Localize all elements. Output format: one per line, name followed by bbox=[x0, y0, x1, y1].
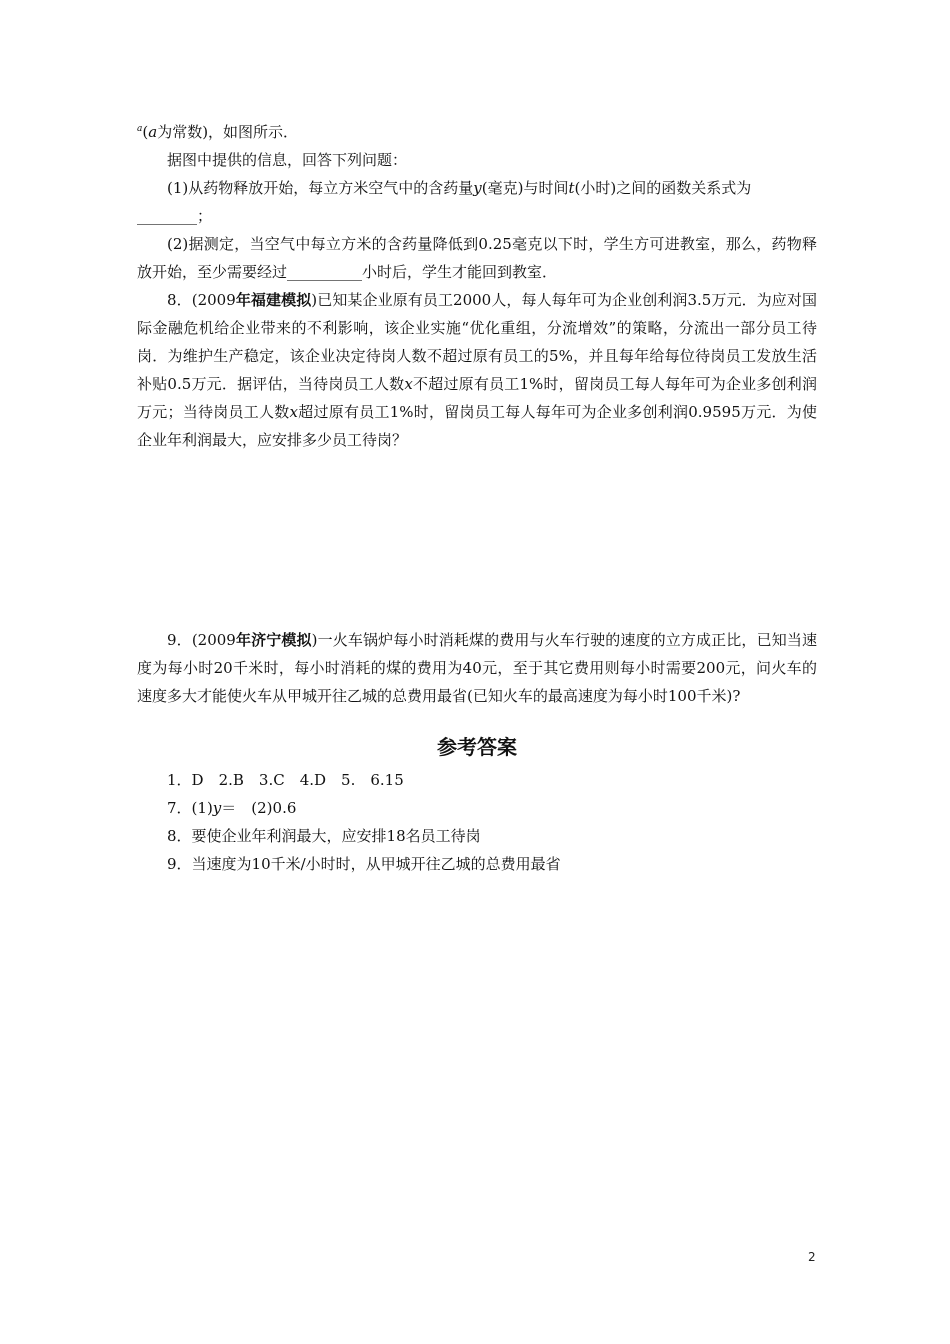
answer-line-2 bbox=[137, 794, 817, 822]
q9-text: )一火车锅炉每小时消耗煤的费用与火车行驶的速度的立方成正比，已知当速度为每小时20千米时，每小时消耗的煤的费用为40元，至于其它费用则每小时需要200元，问火车的速度多大才能使火车从甲城开往乙城的总费用最省(已知火车的最高速度为每小时100千米)? bbox=[137, 631, 817, 705]
page-number: 2 bbox=[808, 1250, 816, 1264]
answers-title: 参考答案 bbox=[437, 735, 517, 759]
answer-space bbox=[137, 454, 817, 626]
q8-text-a: )已知某企业原有员工2000人，每人每年可为企业创利润3.5万元．为应对国际金融危机给企业带来的不利影响，该企业实施“优化重组，分流增效”的策略，分流出一部分员工待岗．为维护生产稳定，该企业决定待岗人数不超过原有员工的5%，并且每年给每位待岗员工发放生活补贴0.5万元．据评估，当待岗员工人数 bbox=[137, 291, 817, 393]
q7-part1-b: (毫克)与时间 bbox=[481, 179, 569, 197]
question-9 bbox=[137, 626, 817, 710]
q7-cont-text: 为常数)，如图所示． bbox=[157, 123, 299, 141]
q7-part1-c: (小时)之间的函数关系式为 bbox=[574, 179, 752, 197]
q7-var-t: t bbox=[568, 179, 575, 197]
q7-part2: (2)据测定，当空气中每立方米的含药量降低到0.25毫克以下时，学生方可进教室，那么，药物释放开始，至少需要经过__________小时后，学生才能回到教室． bbox=[137, 235, 817, 281]
q8-number: 8．(2009 bbox=[167, 291, 236, 309]
answer-line-2-a: 7．(1) bbox=[167, 799, 213, 817]
q7-part1-a: (1)从药物释放开始，每立方米空气中的含药量 bbox=[167, 179, 474, 197]
q8-var-x1: x bbox=[404, 375, 413, 393]
q8-source: 年福建模拟 bbox=[235, 291, 312, 309]
q7-part1 bbox=[137, 174, 817, 230]
q7-superscript: a bbox=[137, 124, 143, 134]
q8-text-c: 超过原有员工1%时，留岗员工每人每年可为企业多创利润0.9595万元．为使企业年利润最大，应安排多少员工待岗？ bbox=[137, 403, 817, 449]
q8-text-b: 不超过原有员工1%时，留岗员工每人每年可为企业多创利润万元；当待岗员工人数 bbox=[137, 375, 817, 421]
page-content bbox=[137, 118, 817, 878]
answer-line-3: 8．要使企业年利润最大，应安排18名员工待岗 bbox=[167, 827, 481, 845]
answer-line-4: 9．当速度为10千米/小时时，从甲城开往乙城的总费用最省 bbox=[167, 855, 561, 873]
question-8 bbox=[137, 286, 817, 454]
q8-var-x2: x bbox=[289, 403, 298, 421]
answer-line-1: 1．D 2.B 3.C 4.D 5. 6.15 bbox=[167, 771, 404, 789]
q7-part1-blank: ________； bbox=[137, 207, 213, 225]
answer-line-2-b: ＝ (2)0.6 bbox=[221, 799, 297, 817]
q7-intro: 据图中提供的信息，回答下列问题： bbox=[167, 151, 408, 169]
q7-var-y: y bbox=[473, 179, 482, 197]
answer-var-y: y bbox=[212, 799, 222, 817]
q7-var-a: a bbox=[148, 123, 158, 141]
q9-source: 年济宁模拟 bbox=[235, 631, 312, 649]
q9-number: 9．(2009 bbox=[167, 631, 236, 649]
q7-continuation: $^a$(a为常数)，如图所示． bbox=[137, 123, 299, 141]
